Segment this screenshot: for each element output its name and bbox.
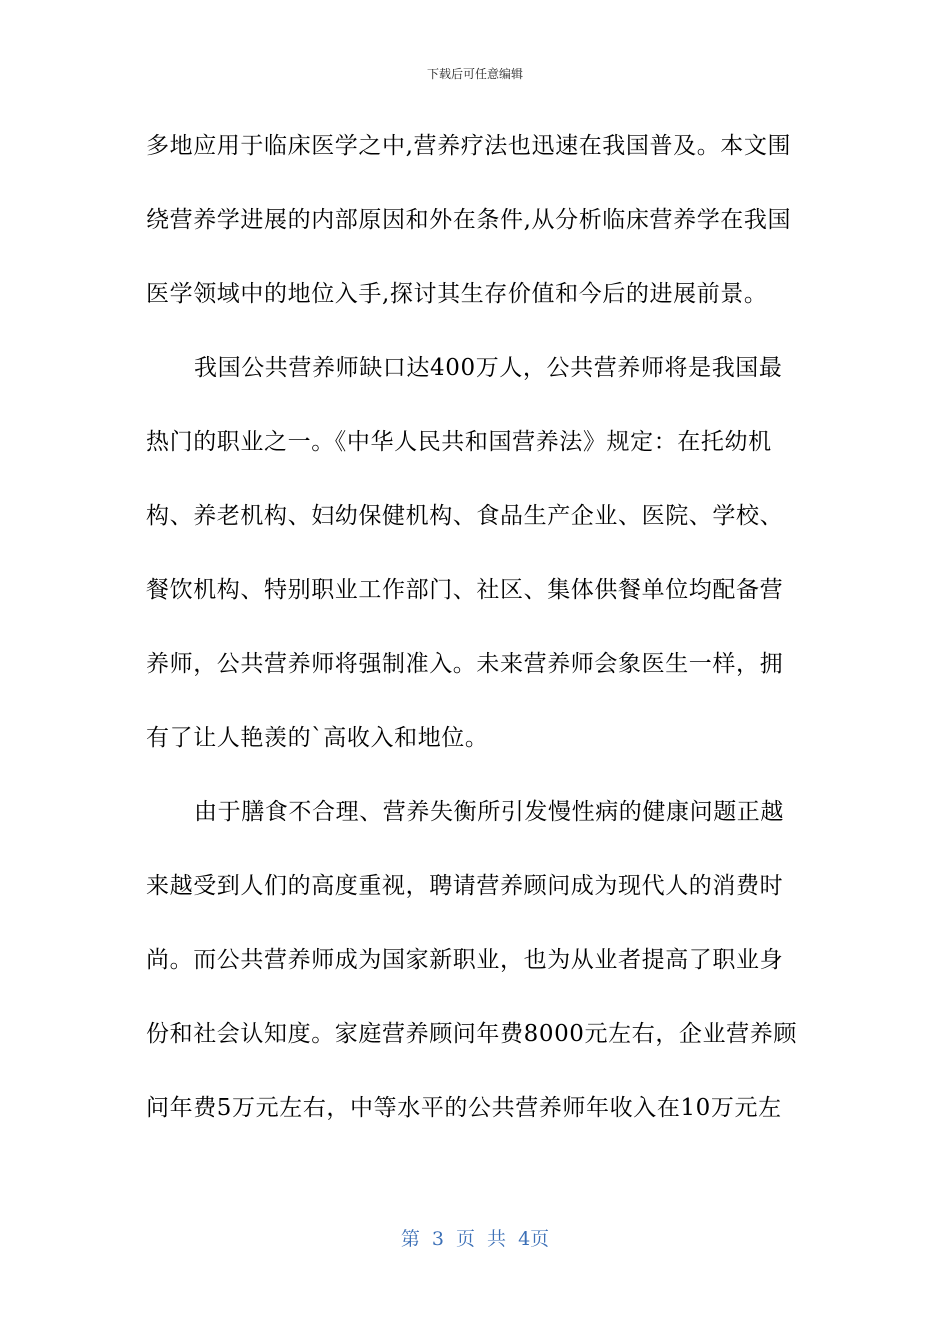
paragraph-3-line-4: 份和社会认知度。家庭营养顾问年费8000元左右，企业营养顾 bbox=[146, 1021, 797, 1047]
paragraph-3-line-1: 由于膳食不合理、营养失衡所引发慢性病的健康问题正越 bbox=[194, 799, 784, 825]
paragraph-2-line-2: 热门的职业之一。《中华人民共和国营养法》规定：在托幼机 bbox=[146, 429, 772, 455]
page-number-footer: 第 3 页 共 4页 bbox=[400, 1228, 550, 1250]
paragraph-1-line-1: 多地应用于临床医学之中,营养疗法也迅速在我国普及。本文围 bbox=[146, 133, 792, 159]
document-body bbox=[146, 122, 811, 1158]
paragraph-2-line-3: 构、养老机构、妇幼保健机构、食品生产企业、医院、学校、 bbox=[146, 503, 784, 529]
paragraph-2-line-5: 养师，公共营养师将强制准入。未来营养师会象医生一样，拥 bbox=[146, 651, 784, 677]
paragraph-3-line-2: 来越受到人们的高度重视，聘请营养顾问成为现代人的消费时 bbox=[146, 873, 784, 899]
paragraph-3-line-3: 尚。而公共营养师成为国家新职业，也为从业者提高了职业身 bbox=[146, 947, 784, 973]
paragraph-1-line-2: 绕营养学进展的内部原因和外在条件,从分析临床营养学在我国 bbox=[146, 207, 792, 233]
paragraph-1-line-3: 医学领域中的地位入手,探讨其生存价值和今后的进展前景。 bbox=[146, 281, 768, 307]
paragraph-2-line-6: 有了让人艳羡的`高收入和地位。 bbox=[146, 725, 489, 751]
paragraph-2-line-1: 我国公共营养师缺口达400万人，公共营养师将是我国最 bbox=[194, 355, 783, 381]
paragraph-2-line-4: 餐饮机构、特别职业工作部门、社区、集体供餐单位均配备营 bbox=[146, 577, 784, 603]
paragraph-3-line-5: 问年费5万元左右，中等水平的公共营养师年收入在10万元左 bbox=[146, 1095, 782, 1121]
page-header: 下载后可任意编辑 bbox=[426, 67, 523, 81]
